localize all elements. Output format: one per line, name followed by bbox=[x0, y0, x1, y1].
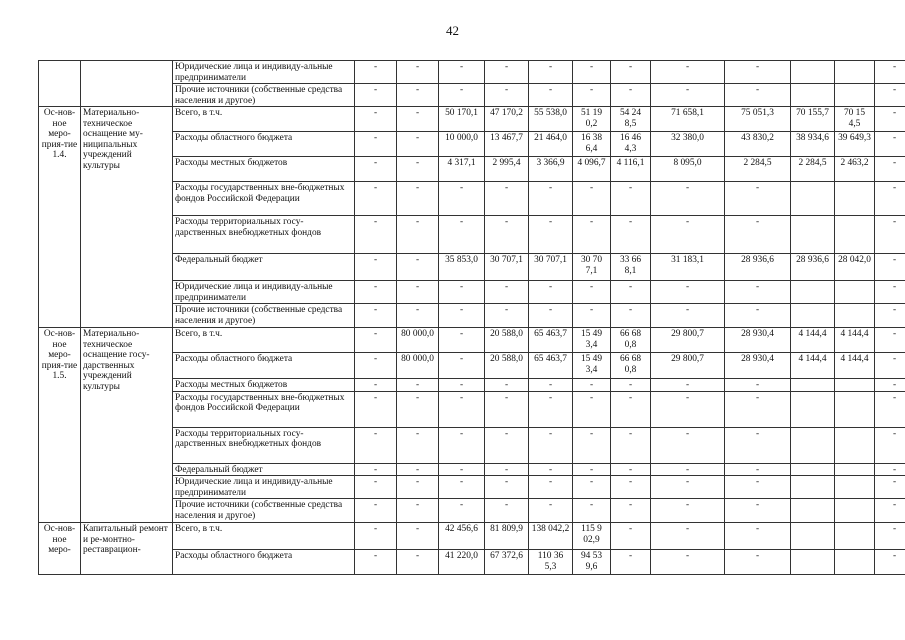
value-cell: - bbox=[573, 463, 611, 476]
value-cell: - bbox=[439, 476, 485, 499]
value-cell: - bbox=[875, 304, 905, 328]
value-cell: - bbox=[573, 61, 611, 84]
value-cell: - bbox=[875, 463, 905, 476]
value-cell bbox=[791, 281, 835, 304]
value-cell: - bbox=[355, 61, 397, 84]
value-cell: - bbox=[573, 427, 611, 463]
value-cell: - bbox=[651, 61, 725, 84]
value-cell: - bbox=[875, 132, 905, 157]
value-cell: 15 49 3,4 bbox=[573, 353, 611, 379]
value-cell: - bbox=[611, 550, 651, 575]
value-cell: - bbox=[355, 523, 397, 550]
value-cell: 4 317,1 bbox=[439, 157, 485, 182]
value-cell: 15 49 3,4 bbox=[573, 328, 611, 353]
value-cell: - bbox=[485, 84, 529, 107]
value-cell: 94 53 9,6 bbox=[573, 550, 611, 575]
value-cell: - bbox=[611, 427, 651, 463]
value-cell: - bbox=[875, 523, 905, 550]
table-body bbox=[39, 61, 905, 575]
funding-source-cell: Прочие источники (собственные средства населения и другое) bbox=[173, 84, 355, 107]
value-cell: 32 380,0 bbox=[651, 132, 725, 157]
value-cell: 66 68 0,8 bbox=[611, 328, 651, 353]
funding-source-cell: Расходы местных бюджетов bbox=[173, 379, 355, 392]
value-cell: 33 66 8,1 bbox=[611, 254, 651, 281]
value-cell: - bbox=[611, 216, 651, 254]
value-cell: - bbox=[397, 254, 439, 281]
value-cell: - bbox=[529, 463, 573, 476]
value-cell: - bbox=[573, 84, 611, 107]
value-cell: - bbox=[573, 304, 611, 328]
value-cell: 39 649,3 bbox=[835, 132, 875, 157]
value-cell: 65 463,7 bbox=[529, 353, 573, 379]
value-cell: - bbox=[725, 391, 791, 427]
value-cell: - bbox=[573, 216, 611, 254]
value-cell: - bbox=[529, 476, 573, 499]
value-cell: - bbox=[397, 182, 439, 216]
value-cell: 10 000,0 bbox=[439, 132, 485, 157]
value-cell bbox=[835, 391, 875, 427]
value-cell: - bbox=[485, 281, 529, 304]
funding-source-cell: Расходы областного бюджета bbox=[173, 550, 355, 575]
value-cell: - bbox=[725, 476, 791, 499]
value-cell: - bbox=[439, 427, 485, 463]
value-cell: - bbox=[611, 61, 651, 84]
funding-source-cell: Расходы местных бюджетов bbox=[173, 157, 355, 182]
value-cell: 4 144,4 bbox=[835, 353, 875, 379]
page-number: 42 bbox=[446, 23, 459, 38]
value-cell: - bbox=[439, 61, 485, 84]
value-cell bbox=[791, 391, 835, 427]
value-cell: - bbox=[725, 427, 791, 463]
value-cell: - bbox=[611, 523, 651, 550]
value-cell: - bbox=[611, 463, 651, 476]
value-cell: 30 707,1 bbox=[485, 254, 529, 281]
value-cell: 2 284,5 bbox=[791, 157, 835, 182]
funding-source-cell: Федеральный бюджет bbox=[173, 463, 355, 476]
value-cell: - bbox=[355, 107, 397, 132]
value-cell: 42 456,6 bbox=[439, 523, 485, 550]
value-cell: 31 183,1 bbox=[651, 254, 725, 281]
value-cell: 20 588,0 bbox=[485, 353, 529, 379]
value-cell: - bbox=[529, 61, 573, 84]
value-cell: 2 463,2 bbox=[835, 157, 875, 182]
value-cell: - bbox=[397, 476, 439, 499]
value-cell: 47 170,2 bbox=[485, 107, 529, 132]
value-cell: - bbox=[875, 281, 905, 304]
value-cell: - bbox=[529, 304, 573, 328]
value-cell: - bbox=[573, 379, 611, 392]
value-cell: - bbox=[611, 281, 651, 304]
value-cell: - bbox=[355, 550, 397, 575]
value-cell: - bbox=[875, 499, 905, 523]
value-cell: - bbox=[355, 304, 397, 328]
value-cell: - bbox=[611, 182, 651, 216]
funding-source-cell: Юридические лица и индивиду-альные предприниматели bbox=[173, 281, 355, 304]
value-cell: - bbox=[725, 61, 791, 84]
value-cell: 2 284,5 bbox=[725, 157, 791, 182]
value-cell: - bbox=[397, 499, 439, 523]
value-cell: - bbox=[439, 84, 485, 107]
value-cell bbox=[835, 182, 875, 216]
value-cell: - bbox=[529, 391, 573, 427]
value-cell: - bbox=[485, 182, 529, 216]
event-cell: Ос-нов-ное меро-прия-тие 1.5. bbox=[39, 328, 81, 523]
value-cell: - bbox=[651, 523, 725, 550]
value-cell bbox=[835, 61, 875, 84]
value-cell: - bbox=[651, 499, 725, 523]
value-cell bbox=[835, 379, 875, 392]
value-cell: 38 934,6 bbox=[791, 132, 835, 157]
value-cell: - bbox=[875, 216, 905, 254]
value-cell: - bbox=[875, 107, 905, 132]
value-cell: - bbox=[875, 476, 905, 499]
value-cell: - bbox=[529, 84, 573, 107]
value-cell: - bbox=[875, 182, 905, 216]
value-cell: - bbox=[651, 216, 725, 254]
value-cell: - bbox=[439, 304, 485, 328]
value-cell: 75 051,3 bbox=[725, 107, 791, 132]
value-cell: - bbox=[397, 391, 439, 427]
value-cell: - bbox=[355, 254, 397, 281]
value-cell bbox=[835, 427, 875, 463]
value-cell: - bbox=[529, 379, 573, 392]
value-cell: - bbox=[875, 157, 905, 182]
table-row bbox=[39, 107, 905, 132]
value-cell: 20 588,0 bbox=[485, 328, 529, 353]
table-row bbox=[39, 523, 905, 550]
funding-source-cell: Расходы территориальных госу-дарственных внебюджетных фондов bbox=[173, 216, 355, 254]
value-cell bbox=[791, 476, 835, 499]
value-cell: - bbox=[611, 379, 651, 392]
value-cell bbox=[835, 499, 875, 523]
value-cell: - bbox=[439, 216, 485, 254]
value-cell: - bbox=[355, 353, 397, 379]
event-cell bbox=[39, 61, 81, 107]
object-cell: Материально-техническое оснащение госу-дарственных учреждений культуры bbox=[81, 328, 173, 523]
object-cell: Капитальный ремонт и ре-монтно-реставрацион- bbox=[81, 523, 173, 575]
value-cell: 4 116,1 bbox=[611, 157, 651, 182]
value-cell bbox=[791, 499, 835, 523]
value-cell: - bbox=[397, 132, 439, 157]
value-cell: - bbox=[573, 499, 611, 523]
value-cell: - bbox=[611, 391, 651, 427]
value-cell: - bbox=[355, 216, 397, 254]
value-cell: - bbox=[529, 427, 573, 463]
funding-source-cell: Расходы областного бюджета bbox=[173, 132, 355, 157]
value-cell: - bbox=[725, 281, 791, 304]
value-cell: 28 930,4 bbox=[725, 328, 791, 353]
value-cell: - bbox=[485, 216, 529, 254]
value-cell: - bbox=[355, 463, 397, 476]
value-cell: 4 144,4 bbox=[791, 353, 835, 379]
value-cell: - bbox=[725, 463, 791, 476]
value-cell: 50 170,1 bbox=[439, 107, 485, 132]
value-cell: - bbox=[651, 281, 725, 304]
object-cell bbox=[81, 61, 173, 107]
budget-table bbox=[38, 60, 905, 575]
value-cell: - bbox=[397, 427, 439, 463]
value-cell: - bbox=[875, 328, 905, 353]
value-cell: - bbox=[611, 499, 651, 523]
funding-source-cell: Прочие источники (собственные средства населения и другое) bbox=[173, 304, 355, 328]
value-cell: - bbox=[485, 476, 529, 499]
value-cell: 55 538,0 bbox=[529, 107, 573, 132]
value-cell: - bbox=[875, 427, 905, 463]
value-cell: 4 144,4 bbox=[791, 328, 835, 353]
value-cell: - bbox=[875, 391, 905, 427]
value-cell: 138 042,2 bbox=[529, 523, 573, 550]
value-cell: - bbox=[485, 427, 529, 463]
value-cell: 43 830,2 bbox=[725, 132, 791, 157]
value-cell: 4 144,4 bbox=[835, 328, 875, 353]
value-cell: 21 464,0 bbox=[529, 132, 573, 157]
value-cell bbox=[791, 182, 835, 216]
value-cell: - bbox=[651, 379, 725, 392]
value-cell bbox=[835, 216, 875, 254]
value-cell: - bbox=[355, 499, 397, 523]
value-cell: 28 936,6 bbox=[725, 254, 791, 281]
funding-source-cell: Расходы государственных вне-бюджетных фондов Российской Федерации bbox=[173, 182, 355, 216]
value-cell: 54 24 8,5 bbox=[611, 107, 651, 132]
value-cell: - bbox=[355, 379, 397, 392]
value-cell bbox=[791, 304, 835, 328]
value-cell: - bbox=[439, 391, 485, 427]
value-cell: - bbox=[573, 476, 611, 499]
value-cell: 16 46 4,3 bbox=[611, 132, 651, 157]
value-cell: - bbox=[725, 304, 791, 328]
value-cell: - bbox=[875, 353, 905, 379]
value-cell bbox=[835, 523, 875, 550]
value-cell: - bbox=[651, 476, 725, 499]
value-cell: - bbox=[529, 281, 573, 304]
value-cell: - bbox=[725, 216, 791, 254]
table-row bbox=[39, 328, 905, 353]
value-cell: - bbox=[355, 427, 397, 463]
value-cell: - bbox=[397, 157, 439, 182]
value-cell: - bbox=[485, 379, 529, 392]
value-cell: - bbox=[439, 379, 485, 392]
value-cell: - bbox=[397, 379, 439, 392]
funding-source-cell: Расходы государственных вне-бюджетных фондов Российской Федерации bbox=[173, 391, 355, 427]
value-cell bbox=[791, 379, 835, 392]
event-cell: Ос-нов-ное меро- bbox=[39, 523, 81, 575]
event-cell: Ос-нов-ное меро-прия-тие 1.4. bbox=[39, 107, 81, 328]
value-cell: - bbox=[651, 463, 725, 476]
value-cell: - bbox=[651, 304, 725, 328]
value-cell: - bbox=[875, 550, 905, 575]
value-cell: 28 936,6 bbox=[791, 254, 835, 281]
value-cell: 13 467,7 bbox=[485, 132, 529, 157]
value-cell: - bbox=[355, 281, 397, 304]
value-cell: - bbox=[651, 391, 725, 427]
value-cell: - bbox=[875, 84, 905, 107]
value-cell: - bbox=[439, 463, 485, 476]
value-cell: 70 155,7 bbox=[791, 107, 835, 132]
value-cell: - bbox=[397, 281, 439, 304]
value-cell: - bbox=[875, 254, 905, 281]
funding-source-cell: Расходы областного бюджета bbox=[173, 353, 355, 379]
value-cell: 80 000,0 bbox=[397, 353, 439, 379]
value-cell: 28 042,0 bbox=[835, 254, 875, 281]
value-cell bbox=[835, 281, 875, 304]
value-cell: 4 096,7 bbox=[573, 157, 611, 182]
value-cell: - bbox=[439, 182, 485, 216]
value-cell: 67 372,6 bbox=[485, 550, 529, 575]
value-cell: 16 38 6,4 bbox=[573, 132, 611, 157]
value-cell: - bbox=[355, 182, 397, 216]
value-cell: 110 36 5,3 bbox=[529, 550, 573, 575]
value-cell: - bbox=[725, 550, 791, 575]
value-cell: - bbox=[397, 550, 439, 575]
value-cell: 28 930,4 bbox=[725, 353, 791, 379]
value-cell: 80 000,0 bbox=[397, 328, 439, 353]
value-cell bbox=[791, 427, 835, 463]
funding-source-cell: Всего, в т.ч. bbox=[173, 328, 355, 353]
funding-source-cell: Расходы территориальных госу-дарственных внебюджетных фондов bbox=[173, 427, 355, 463]
value-cell: - bbox=[397, 107, 439, 132]
value-cell: - bbox=[439, 281, 485, 304]
value-cell bbox=[791, 216, 835, 254]
value-cell: - bbox=[439, 328, 485, 353]
value-cell bbox=[835, 84, 875, 107]
value-cell: - bbox=[397, 304, 439, 328]
value-cell: 29 800,7 bbox=[651, 353, 725, 379]
value-cell: - bbox=[725, 84, 791, 107]
value-cell: - bbox=[397, 463, 439, 476]
value-cell: - bbox=[397, 523, 439, 550]
value-cell: - bbox=[725, 499, 791, 523]
value-cell: - bbox=[875, 379, 905, 392]
value-cell: - bbox=[651, 427, 725, 463]
value-cell: - bbox=[485, 391, 529, 427]
value-cell: - bbox=[355, 84, 397, 107]
funding-source-cell: Юридические лица и индивиду-альные предприниматели bbox=[173, 476, 355, 499]
funding-source-cell: Всего, в т.ч. bbox=[173, 523, 355, 550]
value-cell: - bbox=[439, 353, 485, 379]
value-cell bbox=[791, 463, 835, 476]
value-cell: - bbox=[611, 84, 651, 107]
value-cell: 3 366,9 bbox=[529, 157, 573, 182]
value-cell: 35 853,0 bbox=[439, 254, 485, 281]
value-cell: - bbox=[725, 379, 791, 392]
value-cell bbox=[835, 304, 875, 328]
value-cell: - bbox=[485, 304, 529, 328]
value-cell: 29 800,7 bbox=[651, 328, 725, 353]
value-cell bbox=[835, 476, 875, 499]
value-cell: - bbox=[355, 157, 397, 182]
value-cell: 66 68 0,8 bbox=[611, 353, 651, 379]
value-cell: - bbox=[355, 328, 397, 353]
value-cell: 8 095,0 bbox=[651, 157, 725, 182]
value-cell: 2 995,4 bbox=[485, 157, 529, 182]
value-cell: - bbox=[573, 281, 611, 304]
value-cell: - bbox=[397, 84, 439, 107]
object-cell: Материально-техническое оснащение му-ниципальных учреждений культуры bbox=[81, 107, 173, 328]
funding-source-cell: Юридические лица и индивиду-альные предприниматели bbox=[173, 61, 355, 84]
funding-source-cell: Прочие источники (собственные средства населения и другое) bbox=[173, 499, 355, 523]
value-cell: 41 220,0 bbox=[439, 550, 485, 575]
value-cell: - bbox=[485, 61, 529, 84]
value-cell: - bbox=[355, 132, 397, 157]
value-cell bbox=[791, 550, 835, 575]
value-cell: - bbox=[529, 216, 573, 254]
value-cell: 30 707,1 bbox=[529, 254, 573, 281]
value-cell: 30 70 7,1 bbox=[573, 254, 611, 281]
value-cell: - bbox=[725, 523, 791, 550]
value-cell: - bbox=[651, 84, 725, 107]
value-cell: - bbox=[651, 182, 725, 216]
value-cell bbox=[835, 550, 875, 575]
value-cell: 51 19 0,2 bbox=[573, 107, 611, 132]
value-cell: 65 463,7 bbox=[529, 328, 573, 353]
value-cell: - bbox=[355, 476, 397, 499]
value-cell: - bbox=[611, 304, 651, 328]
value-cell: - bbox=[397, 61, 439, 84]
funding-source-cell: Федеральный бюджет bbox=[173, 254, 355, 281]
value-cell: 81 809,9 bbox=[485, 523, 529, 550]
value-cell: - bbox=[529, 182, 573, 216]
value-cell: - bbox=[485, 463, 529, 476]
value-cell: - bbox=[725, 182, 791, 216]
value-cell: - bbox=[573, 391, 611, 427]
value-cell: 70 15 4,5 bbox=[835, 107, 875, 132]
value-cell: - bbox=[651, 550, 725, 575]
value-cell: - bbox=[875, 61, 905, 84]
value-cell: - bbox=[355, 391, 397, 427]
value-cell bbox=[791, 61, 835, 84]
value-cell bbox=[791, 84, 835, 107]
value-cell: - bbox=[439, 499, 485, 523]
value-cell bbox=[791, 523, 835, 550]
funding-source-cell: Всего, в т.ч. bbox=[173, 107, 355, 132]
value-cell: - bbox=[611, 476, 651, 499]
value-cell: 71 658,1 bbox=[651, 107, 725, 132]
table-row bbox=[39, 61, 905, 84]
value-cell: - bbox=[485, 499, 529, 523]
value-cell: - bbox=[529, 499, 573, 523]
value-cell: 115 9 02,9 bbox=[573, 523, 611, 550]
value-cell: - bbox=[573, 182, 611, 216]
value-cell bbox=[835, 463, 875, 476]
value-cell: - bbox=[397, 216, 439, 254]
